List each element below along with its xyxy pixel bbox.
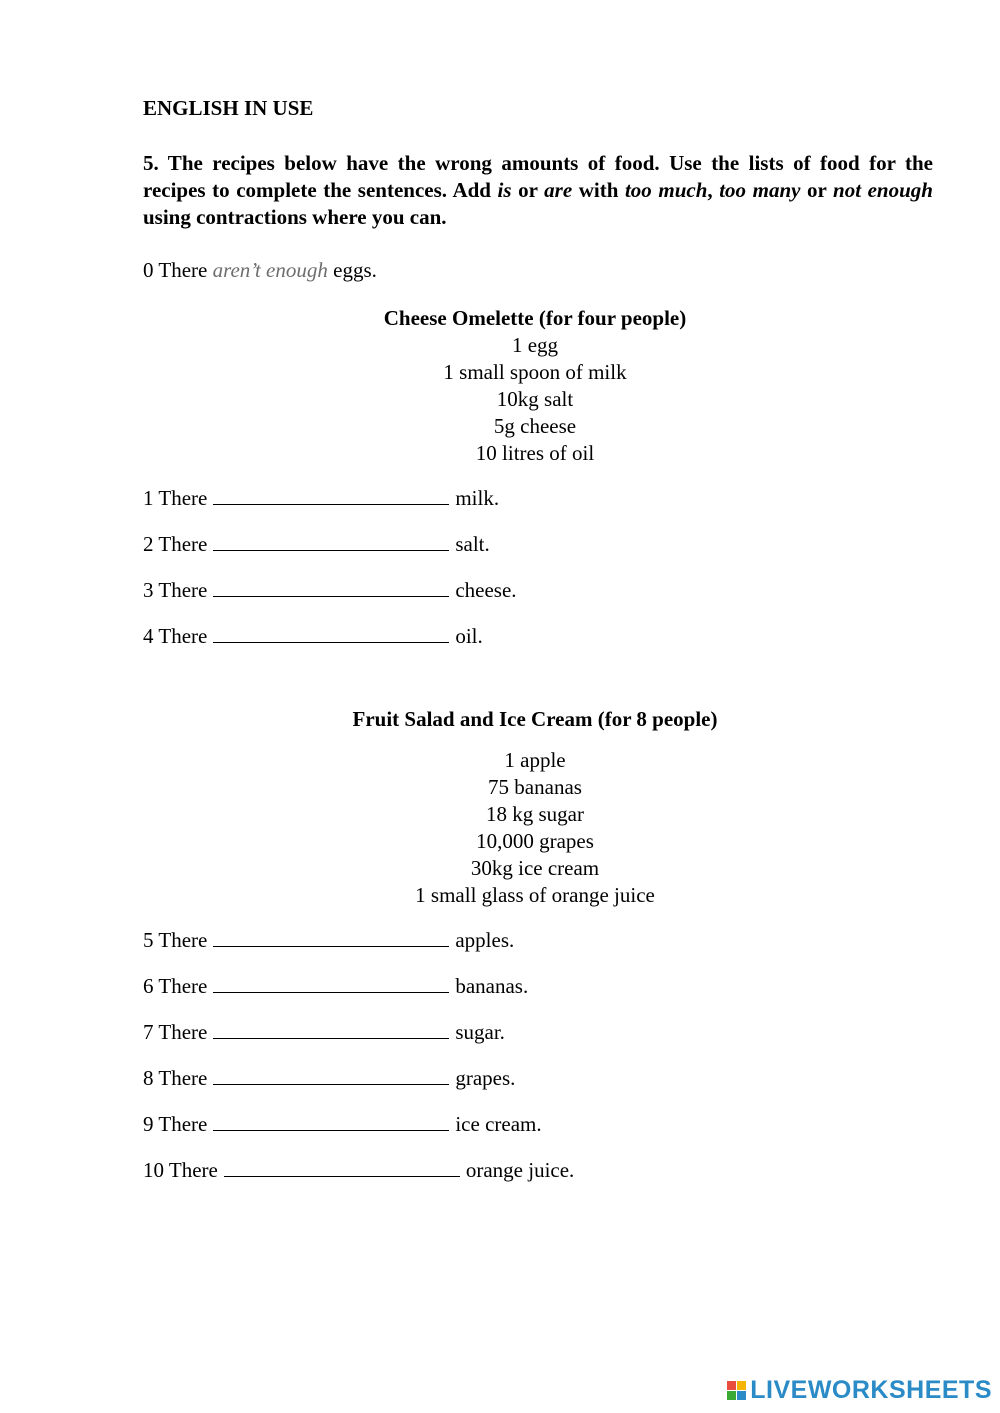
answer-blank[interactable] — [224, 1158, 460, 1177]
question-9: 9 There ice cream. — [143, 1112, 542, 1136]
ingredient: 1 apple — [504, 748, 566, 772]
logo-square-blue — [737, 1391, 746, 1400]
recipe-title: Fruit Salad and Ice Cream (for 8 people) — [352, 707, 718, 731]
ingredient-list — [300, 332, 770, 467]
answer-blank[interactable] — [213, 578, 449, 597]
ingredient: 18 kg sugar — [486, 802, 584, 826]
answer-blank[interactable] — [213, 1066, 449, 1085]
question-3: 3 There cheese. — [143, 578, 517, 602]
logo-text: LIVEWORKSHEETS — [750, 1376, 992, 1404]
ingredient: 10 litres of oil — [475, 441, 595, 465]
answer-blank[interactable] — [213, 928, 449, 947]
logo-square-green — [727, 1391, 736, 1400]
page-title: ENGLISH IN USE — [143, 96, 314, 120]
liveworksheets-logo — [727, 1376, 992, 1405]
example-answer: aren’t enough — [212, 258, 328, 282]
question-10: 10 There orange juice. — [143, 1158, 575, 1182]
question-7: 7 There sugar. — [143, 1020, 505, 1044]
question-5: 5 There apples. — [143, 928, 515, 952]
exercise-instructions: 5. The recipes below have the wrong amounts of food. Use the lists of food for the recipes to complete the sentences. Add is or are with too much, too many or not enough using contractions where you can. — [143, 151, 933, 229]
logo-mark-icon — [727, 1381, 746, 1400]
question-1: 1 There milk. — [143, 486, 500, 510]
ingredient: 30kg ice cream — [470, 856, 600, 880]
question-8: 8 There grapes. — [143, 1066, 516, 1090]
answer-blank[interactable] — [213, 486, 449, 505]
example-sentence: 0 There aren’t enough eggs. — [143, 258, 377, 282]
answer-blank[interactable] — [213, 974, 449, 993]
answer-blank[interactable] — [213, 532, 449, 551]
recipe-cheese-omelette — [300, 305, 770, 467]
logo-square-yellow — [737, 1381, 746, 1390]
answer-blank[interactable] — [213, 1020, 449, 1039]
ingredient: 1 egg — [511, 333, 559, 357]
answer-blank[interactable] — [213, 624, 449, 643]
ingredient: 1 small spoon of milk — [443, 360, 627, 384]
question-2: 2 There salt. — [143, 532, 490, 556]
ingredient: 10,000 grapes — [476, 829, 594, 853]
ingredient: 10kg salt — [496, 387, 574, 411]
ingredient: 5g cheese — [493, 414, 577, 438]
ingredient: 1 small glass of orange juice — [415, 883, 655, 907]
ingredient: 75 bananas — [488, 775, 582, 799]
logo-square-red — [727, 1381, 736, 1390]
ingredient-list — [300, 747, 770, 909]
question-6: 6 There bananas. — [143, 974, 529, 998]
recipe-fruit-salad — [300, 706, 770, 909]
recipe-title: Cheese Omelette (for four people) — [383, 306, 687, 330]
question-4: 4 There oil. — [143, 624, 483, 648]
answer-blank[interactable] — [213, 1112, 449, 1131]
